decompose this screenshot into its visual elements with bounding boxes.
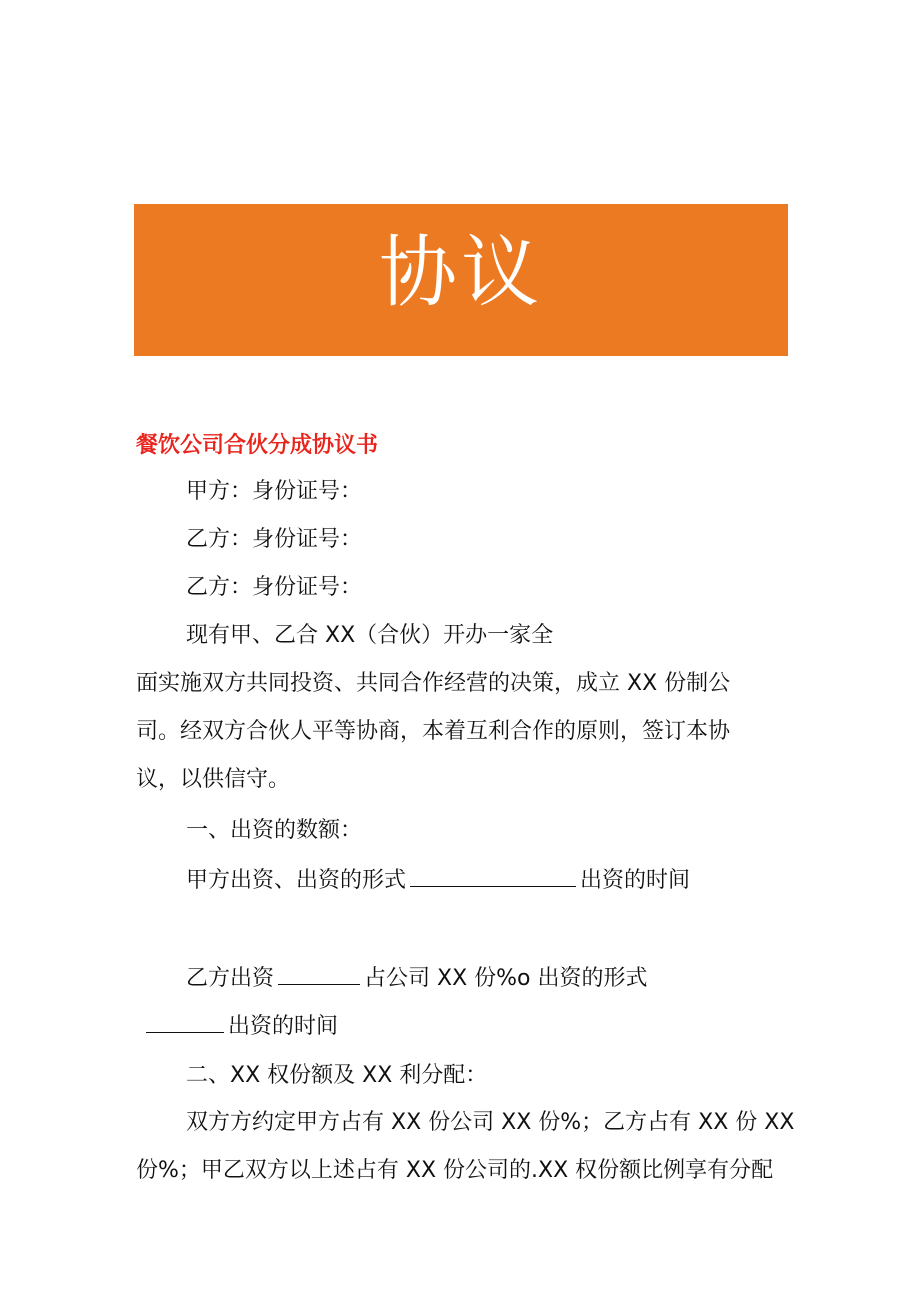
party-b-contribution-middle: 占公司 XX 份%o 出资的形式 — [364, 966, 648, 991]
party-b-amount-blank[interactable] — [278, 962, 360, 985]
banner-title: 协议 — [378, 228, 543, 318]
header-banner — [134, 204, 788, 356]
party-b1-line: 乙方：身份证号： — [186, 527, 363, 552]
party-b-contribution-prefix: 乙方出资 — [186, 966, 275, 991]
intro-line-4: 议，以供信守。 — [136, 767, 291, 792]
party-a-contribution-prefix: 甲方出资、出资的形式 — [186, 868, 407, 893]
party-a-form-blank[interactable] — [410, 864, 576, 887]
section1-heading: 一、出资的数额： — [186, 818, 363, 843]
party-b-contribution-suffix: 出资的时间 — [228, 1014, 339, 1039]
party-a-contribution-line — [186, 864, 690, 896]
document-title: 餐饮公司合伙分成协议书 — [136, 433, 379, 458]
section2-line-1: 双方方约定甲方占有 XX 份公司 XX 份%；乙方占有 XX 份 XX — [186, 1110, 795, 1135]
party-b-contribution-line — [186, 962, 648, 994]
intro-line-3: 司。经双方合伙人平等协商，本着互利合作的原则，签订本协 — [136, 719, 731, 744]
party-a-line: 甲方：身份证号： — [186, 479, 363, 504]
intro-line-2: 面实施双方共同投资、共同合作经营的决策，成立 XX 份制公 — [136, 671, 731, 696]
section2-heading: 二、XX 权份额及 XX 利分配： — [186, 1063, 488, 1088]
party-b-form-blank[interactable] — [146, 1010, 224, 1033]
party-a-contribution-suffix: 出资的时间 — [580, 868, 691, 893]
party-b2-line: 乙方：身份证号： — [186, 575, 363, 600]
party-b-time-line — [136, 1010, 338, 1042]
intro-line-1: 现有甲、乙合 XX（合伙）开办一家全 — [186, 623, 554, 648]
section2-line-2: 份%；甲乙双方以上述占有 XX 份公司的.XX 权份额比例享有分配 — [136, 1158, 774, 1183]
